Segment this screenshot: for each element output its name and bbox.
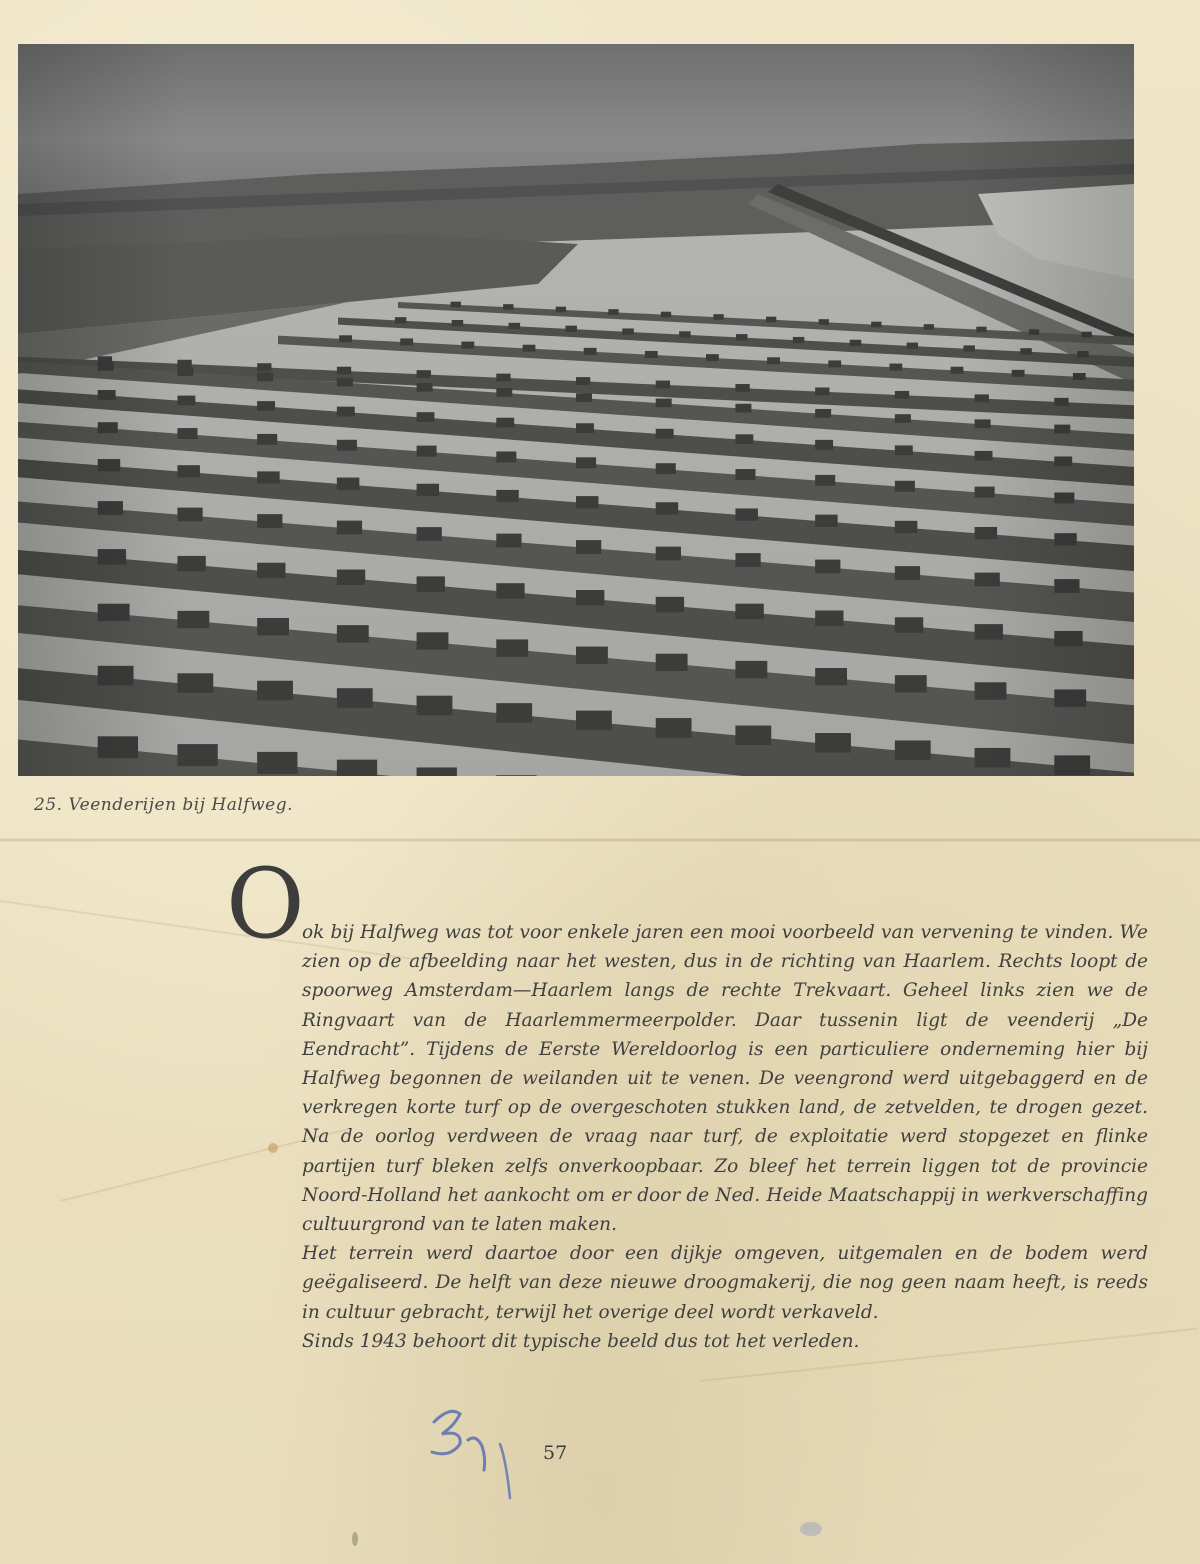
article-paragraph-2: Het terrein werd daartoe door een dijkje omgeven, uitgemalen en de bodem werd geëgaliseerd. De helft van deze nieuwe droogmakerij, die nog geen naam heeft, is reeds in cultuur gebracht, terwijl het overige deel wordt verkaveld. [302, 1243, 1148, 1323]
drop-cap-letter: O [226, 848, 305, 960]
photo-artwork [18, 44, 1134, 776]
article-paragraph-1: ok bij Halfweg was tot voor enkele jaren een mooi voorbeeld van vervening te vinden. We zien op de afbeelding naar het westen, dus in de richting van Haarlem. Rechts loopt de spoorweg Amsterdam—Haarlem langs de rechte Trekvaart. Geheel links zien we de Ringvaart van de Haarlemmermeerpolder. Daar tussenin ligt de veenderij „De Eendracht”. Tijdens de Eerste Wereldoorlog is een particuliere onderneming hier bij Halfweg begonnen de weilanden uit te venen. De veengrond werd uitgebaggerd en de verkregen korte turf op de overgeschoten stukken land, de zetvelden, te drogen gezet. Na de oorlog verdween de vraag naar turf, de exploitatie werd stopgezet en flinke partijen turf bleken zelfs onverkoopbaar. Zo bleef het terrein liggen tot de provincie Noord-Holland het aankocht om er door de Ned. Heide Maatschappij in werkverschaffing cultuurgrond van te laten maken. [302, 922, 1148, 1236]
paper-stain [352, 1532, 358, 1546]
paper-fold-line [0, 838, 1200, 842]
paper-stain [268, 1143, 278, 1153]
pencil-handwritten-mark [420, 1400, 530, 1510]
figure-caption: 25. Veenderijen bij Halfweg. [34, 795, 293, 815]
page-number: 57 [543, 1442, 568, 1464]
article-paragraph-3: Sinds 1943 behoort dit typische beeld dus tot het verleden. [302, 1330, 860, 1352]
article-body [302, 918, 1148, 1356]
aerial-photograph-peat-fields [18, 44, 1134, 776]
paper-stain [800, 1522, 822, 1536]
